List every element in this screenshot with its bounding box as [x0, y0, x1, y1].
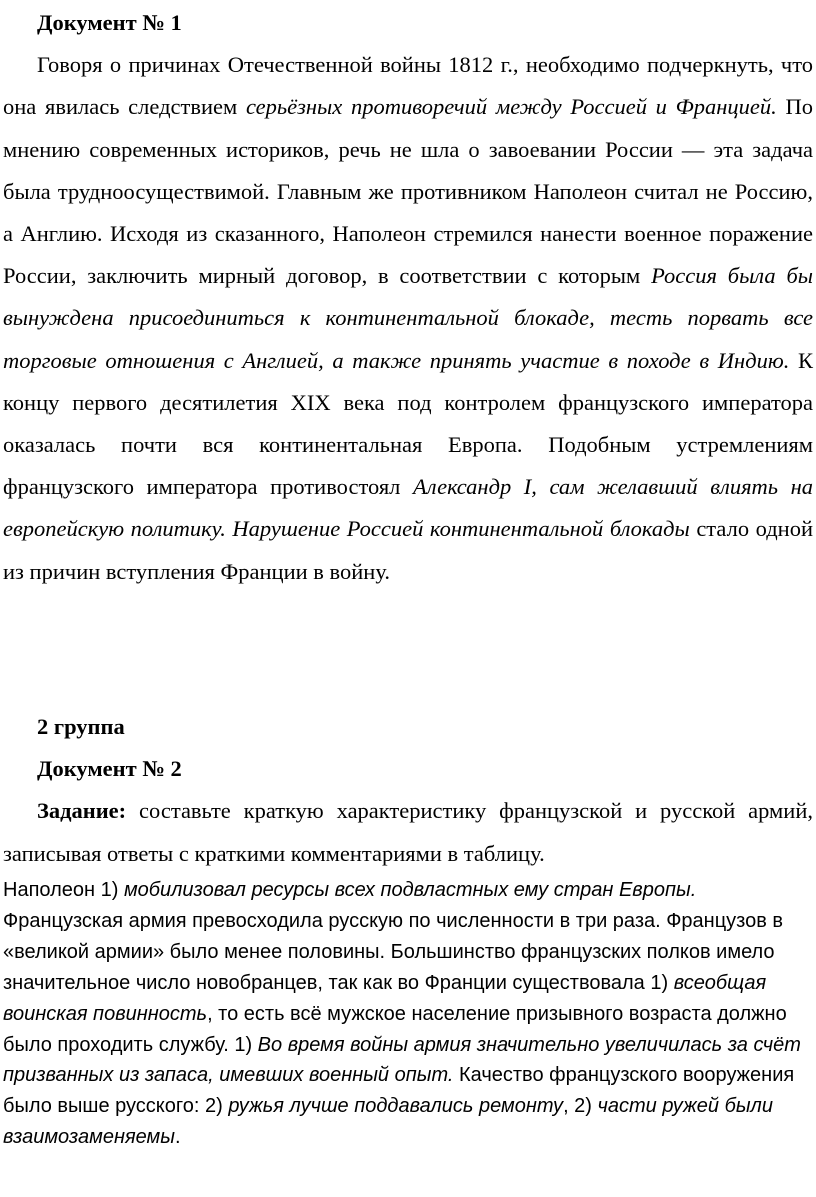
- text-run: Качество французского вооружения было выше русского: 2): [3, 1064, 795, 1118]
- group-2-heading: 2 группа: [37, 714, 125, 739]
- italic-run: Александр I, сам желавший влиять на европейскую политику. Нарушение Россией континентальной блокады: [3, 474, 813, 542]
- text-run: К концу первого десятилетия XIX века под контролем французского императора оказалась почти вся континентальная Европа. Подобным устремлениям французского императора противостоял: [3, 347, 813, 500]
- text-run: Французская армия превосходила русскую по численности в три раза. Французов в «великой армии» было менее половины. Большинство французских полков имело значительное число новобранцев, так как во Франции существовала 1): [3, 909, 784, 994]
- italic-run: Во время войны армия значительно увеличилась за счёт призванных из запаса, имевших военный опыт.: [3, 1033, 801, 1087]
- task-text: составьте краткую характеристику французской и русской армий, записывая ответы с краткими комментариями в таблицу.: [3, 798, 813, 866]
- group-2-section: [3, 706, 813, 875]
- task-paragraph: [3, 790, 813, 874]
- document-2-title: Документ № 2: [37, 756, 182, 782]
- text-run: , то есть всё мужское население призывного возраста должно было проходить службу. 1): [3, 1002, 787, 1056]
- document-1-title: Документ № 1: [37, 10, 182, 35]
- text-run: Говоря о причинах Отечественной войны 1812 г., необходимо подчеркнуть, что она явилась следствием: [3, 52, 813, 120]
- italic-run: серьёзных противоречий между Россией и Францией.: [245, 94, 777, 120]
- text-run: Наполеон 1): [3, 879, 124, 901]
- text-run: стало одной из причин вступления Франции в войну.: [3, 516, 813, 584]
- text-run: .: [174, 1126, 181, 1149]
- document-2-body: [3, 875, 815, 1153]
- text-run: По мнению современных историков, речь не шла о завоевании России — эта задача была трудноосуществимой. Главным же противником Наполеон считал не Россию, а Англию. Исходя из сказанного, Наполеон стремился нанести военное поражение России, заключить мирный договор, в соответствии с которым: [3, 94, 813, 289]
- document-2-paragraph: [3, 875, 815, 1153]
- task-label: Задание:: [37, 798, 127, 824]
- italic-run: всеобщая воинская повинность: [3, 971, 767, 1025]
- text-run: , 2): [563, 1095, 598, 1118]
- document-1-paragraph: [3, 44, 813, 593]
- italic-run: ружья лучше поддавались ремонту: [228, 1095, 564, 1118]
- italic-run: Россия была бы вынуждена присоединиться к континентальной блокаде, тесть порвать все торговые отношения с Англией, а также принять участие в походе в Индию.: [3, 263, 813, 373]
- italic-run: части ружей были взаимозаменяемы: [3, 1095, 773, 1149]
- document-1-section: [3, 2, 813, 593]
- italic-run: мобилизовал ресурсы всех подвластных ему стран Европы.: [123, 879, 697, 901]
